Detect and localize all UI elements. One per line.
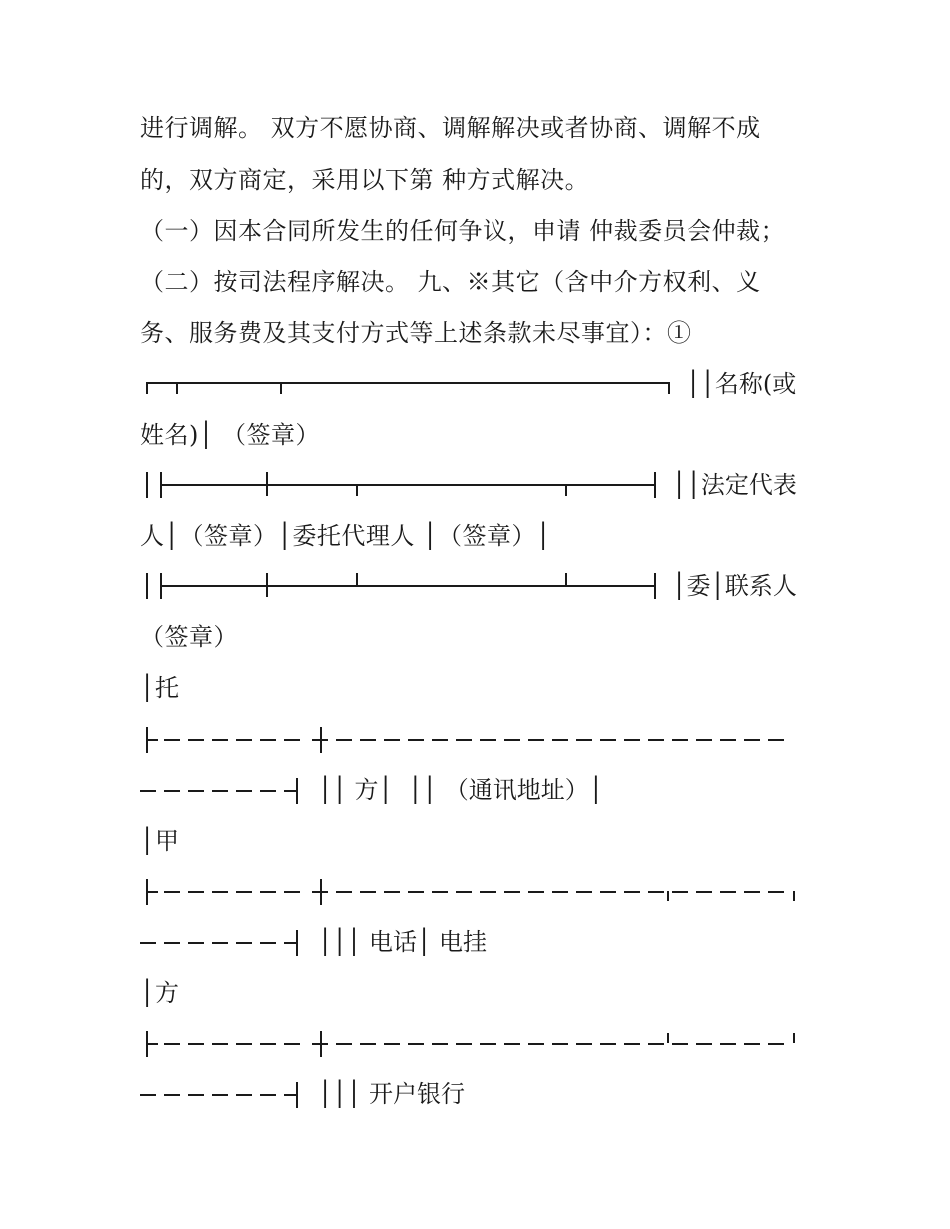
rule-segment [408,739,424,741]
label-name: ││名称(或 [686,370,797,398]
rule-segment [456,739,472,741]
rule-segment [260,942,276,944]
label-phone: │││ 电话│ 电挂 [318,928,488,956]
rule-segment [296,778,298,804]
text-line: 姓名)│ （签章） [140,421,320,449]
label-legal-rep: ││法定代表 [672,471,797,499]
rule-segment [384,739,400,741]
rule-segment [284,891,300,893]
rule-segment [284,942,296,944]
rule-segment [384,1043,400,1045]
rule-segment [148,739,158,741]
rule-segment [720,739,736,741]
text-line: │方 [140,979,180,1007]
rule-segment [552,1043,568,1045]
rule-segment [188,1043,204,1045]
text-line: （一）因本合同所发生的任何争议，申请 仲裁委员会仲裁； [140,217,786,245]
rule-segment [667,891,669,901]
rule-segment [284,739,300,741]
rule-segment [552,739,568,741]
rule-segment [648,891,664,893]
rule-segment [624,1043,640,1045]
rule-segment [284,1043,300,1045]
rule-segment [408,891,424,893]
rule-segment [504,739,520,741]
rule-segment [648,1043,664,1045]
rule-segment [793,891,795,901]
rule-segment [480,891,496,893]
rule-segment [212,1043,228,1045]
rule-segment [768,1043,784,1045]
rule-segment [284,1094,296,1096]
rule-segment [576,891,592,893]
text-line: │甲 [140,827,180,855]
rule-segment [140,1094,156,1096]
rule-segment [260,790,276,792]
rule-segment [696,891,712,893]
rule-segment [360,739,376,741]
rule-segment [768,891,784,893]
rule-segment [480,1043,496,1045]
rule-segment [260,891,276,893]
rule-segment [744,1043,760,1045]
rule-segment [188,790,204,792]
rule-segment [188,739,204,741]
rule-segment [188,1094,204,1096]
rule-segment [296,1082,298,1108]
text-line: │托 [140,674,180,702]
rule-segment [360,1043,376,1045]
rule-segment [236,1094,252,1096]
rule-segment [624,891,640,893]
rule-segment [576,739,592,741]
rule-segment [212,891,228,893]
rule-segment [504,1043,520,1045]
rule-segment [312,1043,328,1045]
rule-segment [768,739,784,741]
rule-segment [148,891,158,893]
rule-segment [236,790,252,792]
text-line: 的，双方商定，采用以下第 种方式解决。 [140,166,590,194]
rule-segment [236,891,252,893]
rule-segment [744,891,760,893]
rule-segment [720,1043,736,1045]
rule-segment [236,739,252,741]
rule-segment [188,891,204,893]
rule-segment [164,1043,180,1045]
rule-segment [672,891,688,893]
rule-segment [600,1043,616,1045]
rule-segment [456,1043,472,1045]
text-line: （签章） [140,623,238,651]
rule-segment [432,1043,448,1045]
rule-segment [260,1094,276,1096]
rule-segment [552,891,568,893]
rule-segment [528,891,544,893]
rule-segment [260,1043,276,1045]
rule-segment [284,790,296,792]
rule-segment [600,739,616,741]
rule-segment [667,1033,669,1043]
rule-segment [696,739,712,741]
rule-segment [164,790,180,792]
rule-segment [576,1043,592,1045]
text-line: 务、服务费及其支付方式等上述条款未尽事宜）：① [140,319,692,347]
rule-segment [648,739,664,741]
rule-segment [432,891,448,893]
text-line: （二）按司法程序解决。 九、※其它（含中介方权利、义 [140,268,761,296]
rule-segment [260,739,276,741]
rule-segment [148,1043,158,1045]
rule-segment [164,942,180,944]
rule-segment [793,1033,795,1043]
rule-segment [236,942,252,944]
text-line: 人│（签章）│委托代理人 │（签章）│ [140,522,551,550]
rule-segment [696,1043,712,1045]
rule-segment [744,739,760,741]
rule-segment [336,739,352,741]
rule-segment [384,891,400,893]
rule-segment [432,739,448,741]
rule-segment [164,891,180,893]
rule-segment [528,739,544,741]
rule-segment [480,739,496,741]
label-bank: │││ 开户银行 [318,1080,465,1108]
label-contact: │委│联系人 [672,572,797,600]
rule-segment [188,942,204,944]
rule-segment [164,739,180,741]
rule-segment [672,1043,688,1045]
rule-segment [212,739,228,741]
rule-segment [336,891,352,893]
rule-segment [624,739,640,741]
rule-segment [456,891,472,893]
rule-segment [504,891,520,893]
label-address: ││ 方│ ││ （通讯地址）│ [318,776,604,804]
rule-segment [672,739,688,741]
rule-segment [720,891,736,893]
rule-segment [140,942,156,944]
rule-segment [312,739,328,741]
rule-segment [164,1094,180,1096]
rule-segment [140,790,156,792]
text-line: 进行调解。 双方不愿协商、调解解决或者协商、调解不成 [140,114,761,142]
rule-segment [312,891,328,893]
rule-segment [528,1043,544,1045]
rule-segment [212,942,228,944]
rule-segment [212,790,228,792]
rule-segment [360,891,376,893]
rule-segment [212,1094,228,1096]
rule-segment [296,930,298,956]
rule-segment [600,891,616,893]
rule-segment [408,1043,424,1045]
rule-segment [336,1043,352,1045]
rule-segment [236,1043,252,1045]
